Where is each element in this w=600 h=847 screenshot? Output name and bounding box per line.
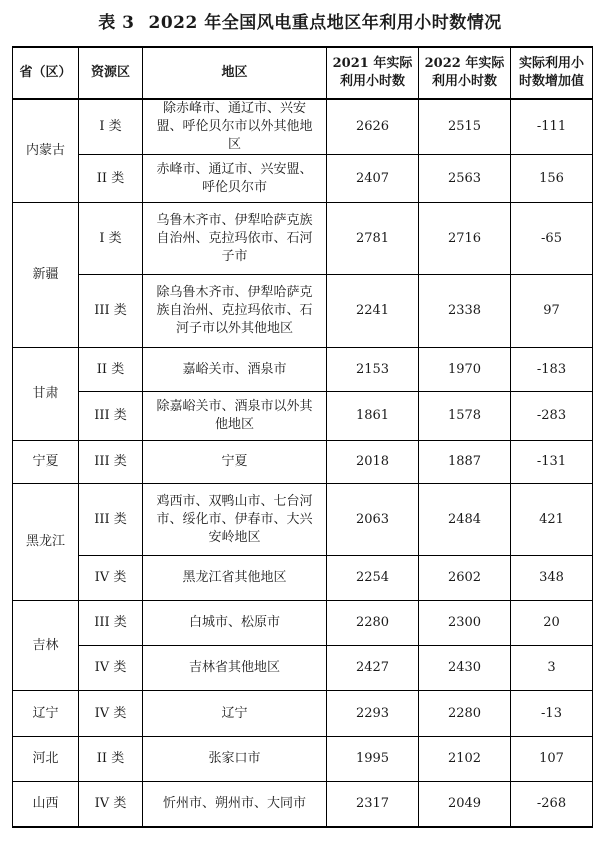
header-zone: 资源区 xyxy=(79,47,143,99)
increase-cell: -283 xyxy=(511,392,593,441)
table-row xyxy=(13,441,593,484)
province-cell: 内蒙古 xyxy=(13,99,79,203)
hours-2022-cell: 2515 xyxy=(419,99,511,155)
region-cell: 除乌鲁木齐市、伊犁哈萨克族自治州、克拉玛依市、石河子市以外其他地区 xyxy=(143,275,327,348)
hours-2021-cell: 1861 xyxy=(327,392,419,441)
hours-2021-cell: 2280 xyxy=(327,601,419,646)
table-title xyxy=(0,8,600,33)
header-province: 省（区） xyxy=(13,47,79,99)
header-2022-hours: 2022 年实际利用小时数 xyxy=(419,47,511,99)
zone-cell: II 类 xyxy=(79,737,143,782)
table-row xyxy=(13,484,593,556)
increase-cell: 156 xyxy=(511,155,593,203)
region-cell: 辽宁 xyxy=(143,691,327,737)
increase-cell: 107 xyxy=(511,737,593,782)
table-row xyxy=(13,99,593,155)
zone-cell: IV 类 xyxy=(79,646,143,691)
increase-cell: -111 xyxy=(511,99,593,155)
province-cell: 新疆 xyxy=(13,203,79,348)
region-cell: 乌鲁木齐市、伊犁哈萨克族自治州、克拉玛依市、石河子市 xyxy=(143,203,327,275)
increase-cell: -13 xyxy=(511,691,593,737)
region-cell: 赤峰市、通辽市、兴安盟、呼伦贝尔市 xyxy=(143,155,327,203)
hours-2022-cell: 2484 xyxy=(419,484,511,556)
region-cell: 张家口市 xyxy=(143,737,327,782)
region-cell: 吉林省其他地区 xyxy=(143,646,327,691)
table-row xyxy=(13,203,593,275)
region-cell: 白城市、松原市 xyxy=(143,601,327,646)
province-cell: 甘肃 xyxy=(13,348,79,441)
hours-2022-cell: 2300 xyxy=(419,601,511,646)
hours-2021-cell: 2018 xyxy=(327,441,419,484)
hours-2022-cell: 2049 xyxy=(419,782,511,827)
increase-cell: 3 xyxy=(511,646,593,691)
province-cell: 河北 xyxy=(13,737,79,782)
header-2021-hours: 2021 年实际利用小时数 xyxy=(327,47,419,99)
table-row xyxy=(13,392,593,441)
province-cell: 辽宁 xyxy=(13,691,79,737)
hours-2021-cell: 2407 xyxy=(327,155,419,203)
increase-cell: -183 xyxy=(511,348,593,392)
table-row xyxy=(13,155,593,203)
zone-cell: I 类 xyxy=(79,99,143,155)
increase-cell: -268 xyxy=(511,782,593,827)
zone-cell: II 类 xyxy=(79,155,143,203)
header-row xyxy=(13,47,593,99)
region-cell: 除赤峰市、通辽市、兴安盟、呼伦贝尔市以外其他地区 xyxy=(143,99,327,155)
increase-cell: 20 xyxy=(511,601,593,646)
hours-2021-cell: 2626 xyxy=(327,99,419,155)
zone-cell: II 类 xyxy=(79,348,143,392)
province-cell: 宁夏 xyxy=(13,441,79,484)
hours-2022-cell: 2602 xyxy=(419,556,511,601)
increase-cell: -65 xyxy=(511,203,593,275)
hours-2021-cell: 2063 xyxy=(327,484,419,556)
hours-2022-cell: 2102 xyxy=(419,737,511,782)
hours-2021-cell: 2241 xyxy=(327,275,419,348)
region-cell: 鸡西市、双鸭山市、七台河市、绥化市、伊春市、大兴安岭地区 xyxy=(143,484,327,556)
hours-2022-cell: 2430 xyxy=(419,646,511,691)
table-title-text: 2022 年全国风电重点地区年利用小时数情况 xyxy=(148,13,502,33)
zone-cell: III 类 xyxy=(79,275,143,348)
table-row xyxy=(13,556,593,601)
increase-cell: 348 xyxy=(511,556,593,601)
hours-2022-cell: 2280 xyxy=(419,691,511,737)
header-region: 地区 xyxy=(143,47,327,99)
zone-cell: IV 类 xyxy=(79,556,143,601)
increase-cell: 421 xyxy=(511,484,593,556)
hours-2022-cell: 2563 xyxy=(419,155,511,203)
increase-cell: -131 xyxy=(511,441,593,484)
hours-2021-cell: 2427 xyxy=(327,646,419,691)
table-number: 表 3 xyxy=(98,13,135,33)
table-row xyxy=(13,275,593,348)
zone-cell: III 类 xyxy=(79,441,143,484)
hours-2021-cell: 2781 xyxy=(327,203,419,275)
hours-2021-cell: 2293 xyxy=(327,691,419,737)
province-cell: 山西 xyxy=(13,782,79,827)
hours-2022-cell: 2338 xyxy=(419,275,511,348)
region-cell: 除嘉峪关市、酒泉市以外其他地区 xyxy=(143,392,327,441)
hours-2021-cell: 2153 xyxy=(327,348,419,392)
hours-2021-cell: 2254 xyxy=(327,556,419,601)
hours-2022-cell: 2716 xyxy=(419,203,511,275)
region-cell: 忻州市、朔州市、大同市 xyxy=(143,782,327,827)
table-row xyxy=(13,691,593,737)
region-cell: 宁夏 xyxy=(143,441,327,484)
table-row xyxy=(13,348,593,392)
zone-cell: IV 类 xyxy=(79,691,143,737)
hours-2022-cell: 1887 xyxy=(419,441,511,484)
increase-cell: 97 xyxy=(511,275,593,348)
region-cell: 嘉峪关市、酒泉市 xyxy=(143,348,327,392)
zone-cell: III 类 xyxy=(79,484,143,556)
hours-2022-cell: 1970 xyxy=(419,348,511,392)
zone-cell: I 类 xyxy=(79,203,143,275)
province-cell: 黑龙江 xyxy=(13,484,79,601)
zone-cell: III 类 xyxy=(79,601,143,646)
table-row xyxy=(13,601,593,646)
table-row xyxy=(13,737,593,782)
province-cell: 吉林 xyxy=(13,601,79,691)
hours-2022-cell: 1578 xyxy=(419,392,511,441)
hours-2021-cell: 1995 xyxy=(327,737,419,782)
header-increase: 实际利用小时数增加值 xyxy=(511,47,593,99)
table-row xyxy=(13,782,593,827)
zone-cell: IV 类 xyxy=(79,782,143,827)
zone-cell: III 类 xyxy=(79,392,143,441)
hours-2021-cell: 2317 xyxy=(327,782,419,827)
table-row xyxy=(13,646,593,691)
region-cell: 黑龙江省其他地区 xyxy=(143,556,327,601)
wind-power-hours-table xyxy=(12,46,593,828)
